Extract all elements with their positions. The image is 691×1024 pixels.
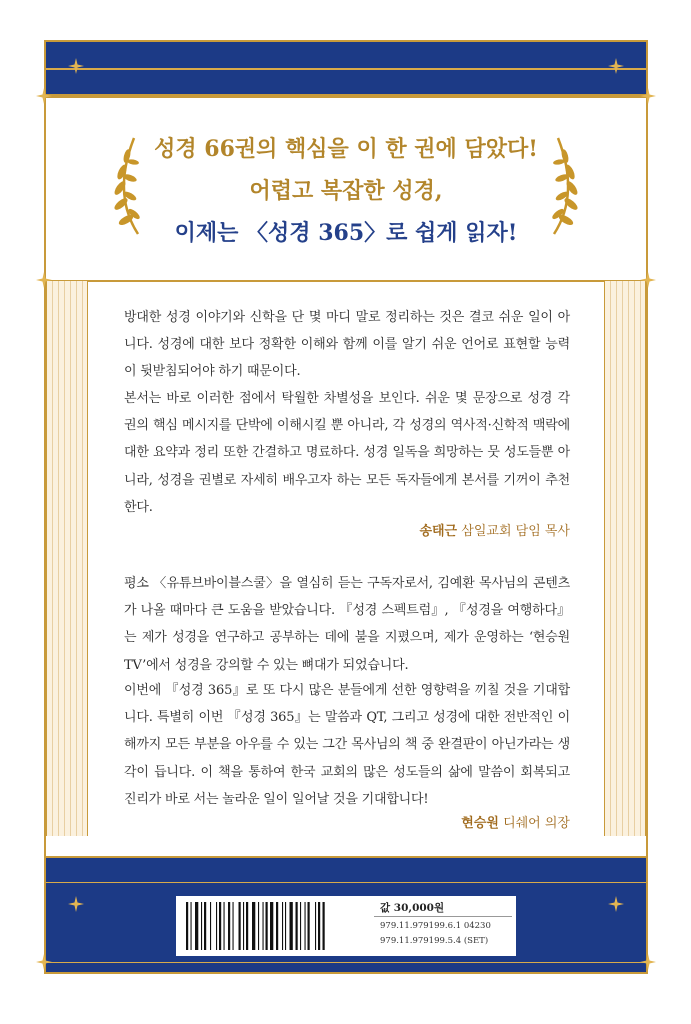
headline-line-3: 이제는 〈성경 365〉로 쉽게 읽자! (174, 220, 518, 246)
book-back-cover (44, 40, 648, 974)
endorser-role: 삼일교회 담임 목사 (461, 524, 570, 539)
isbn-line-2: 979.11.979199.5.4 (SET) (380, 936, 489, 946)
bottom-navy-band (44, 856, 648, 974)
endorsement-2-signature (124, 812, 570, 831)
headline-line-1: 성경 66권의 핵심을 이 한 권에 담았다! (154, 136, 538, 162)
gold-divider (46, 962, 646, 963)
endorser-name: 현승원 (461, 816, 499, 831)
endorsement-1-paragraph-2: 본서는 바로 이러한 점에서 탁월한 차별성을 보인다. 쉬운 몇 문장으로 성경 각 권의 핵심 메시지를 단박에 이해시킬 뿐 아니라, 각 성경의 역사적·신학적 맥락에 대한 요약과 정리 또한 간결하고 명료하다. 성경 일독을 희망하는 뭇 성도들뿐 아니라, 성경을 권별로 자세히 배우고자 하는 모든 독자들에게 본서를 기꺼이 추천한다. (124, 391, 570, 515)
endorsement-2-paragraph-2: 이번에 『성경 365』로 또 다시 많은 분들에게 선한 영향력을 끼칠 것을 기대합니다. 특별히 이번 『성경 365』는 말씀과 QT, 그리고 성경에 대한 전반적인 이해까지 모든 부분을 아우를 수 있는 그간 목사님의 책 중 완결판이 아닌가라는 생각이 듭니다. 이 책을 통하여 한국 교회의 많은 성도들의 삶에 말씀이 회복되고 진리가 바로 서는 놀라운 일이 일어날 것을 기대합니다! (124, 683, 570, 807)
gold-star-icon (36, 88, 52, 104)
gold-star-icon (640, 954, 656, 970)
gold-star-icon (640, 88, 656, 104)
laurel-right-icon (544, 134, 584, 238)
laurel-left-icon (108, 134, 148, 238)
isbn-barcode (180, 900, 370, 952)
gold-star-icon (68, 896, 84, 912)
gold-star-icon (68, 58, 84, 74)
top-navy-band (44, 40, 648, 96)
barcode-label (176, 896, 516, 956)
gold-divider-headline (44, 280, 648, 282)
endorsement-2-paragraph-1: 평소 〈유튜브바이블스쿨〉을 열심히 듣는 구독자로서, 김예환 목사님의 콘텐츠가 나올 때마다 큰 도움을 받았습니다. 『성경 스펙트럼』, 『성경을 여행하다』는 제가 성경을 연구하고 공부하는 데에 불을 지폈으며, 제가 운영하는 ‘현승원TV’에서 성경을 강의할 수 있는 뼈대가 되었습니다. (124, 576, 570, 673)
gold-divider (46, 68, 646, 70)
price-text: 값 30,000원 (374, 900, 512, 917)
endorsement-1-signature (124, 520, 570, 539)
isbn-line-1: 979.11.979199.6.1 04230 (380, 921, 491, 931)
gold-divider (46, 882, 646, 883)
striped-panel-right (604, 281, 646, 836)
gold-star-icon (608, 896, 624, 912)
gold-star-icon (36, 954, 52, 970)
headline-line-2: 어렵고 복잡한 성경, (249, 178, 443, 204)
gold-star-icon (608, 58, 624, 74)
endorsement-1-paragraph-1: 방대한 성경 이야기와 신학을 단 몇 마디 말로 정리하는 것은 결코 쉬운 일이 아니다. 성경에 대한 보다 정확한 이해와 함께 이를 알기 쉬운 언어로 표현할 능력이 뒷받침되어야 하기 때문이다. (124, 310, 571, 380)
endorser-role: 디쉐어 의장 (503, 816, 570, 831)
gold-star-icon (640, 272, 656, 288)
gold-star-icon (36, 272, 52, 288)
price-block (374, 900, 512, 952)
striped-panel-left (46, 281, 88, 836)
endorser-name: 송태근 (419, 524, 458, 539)
